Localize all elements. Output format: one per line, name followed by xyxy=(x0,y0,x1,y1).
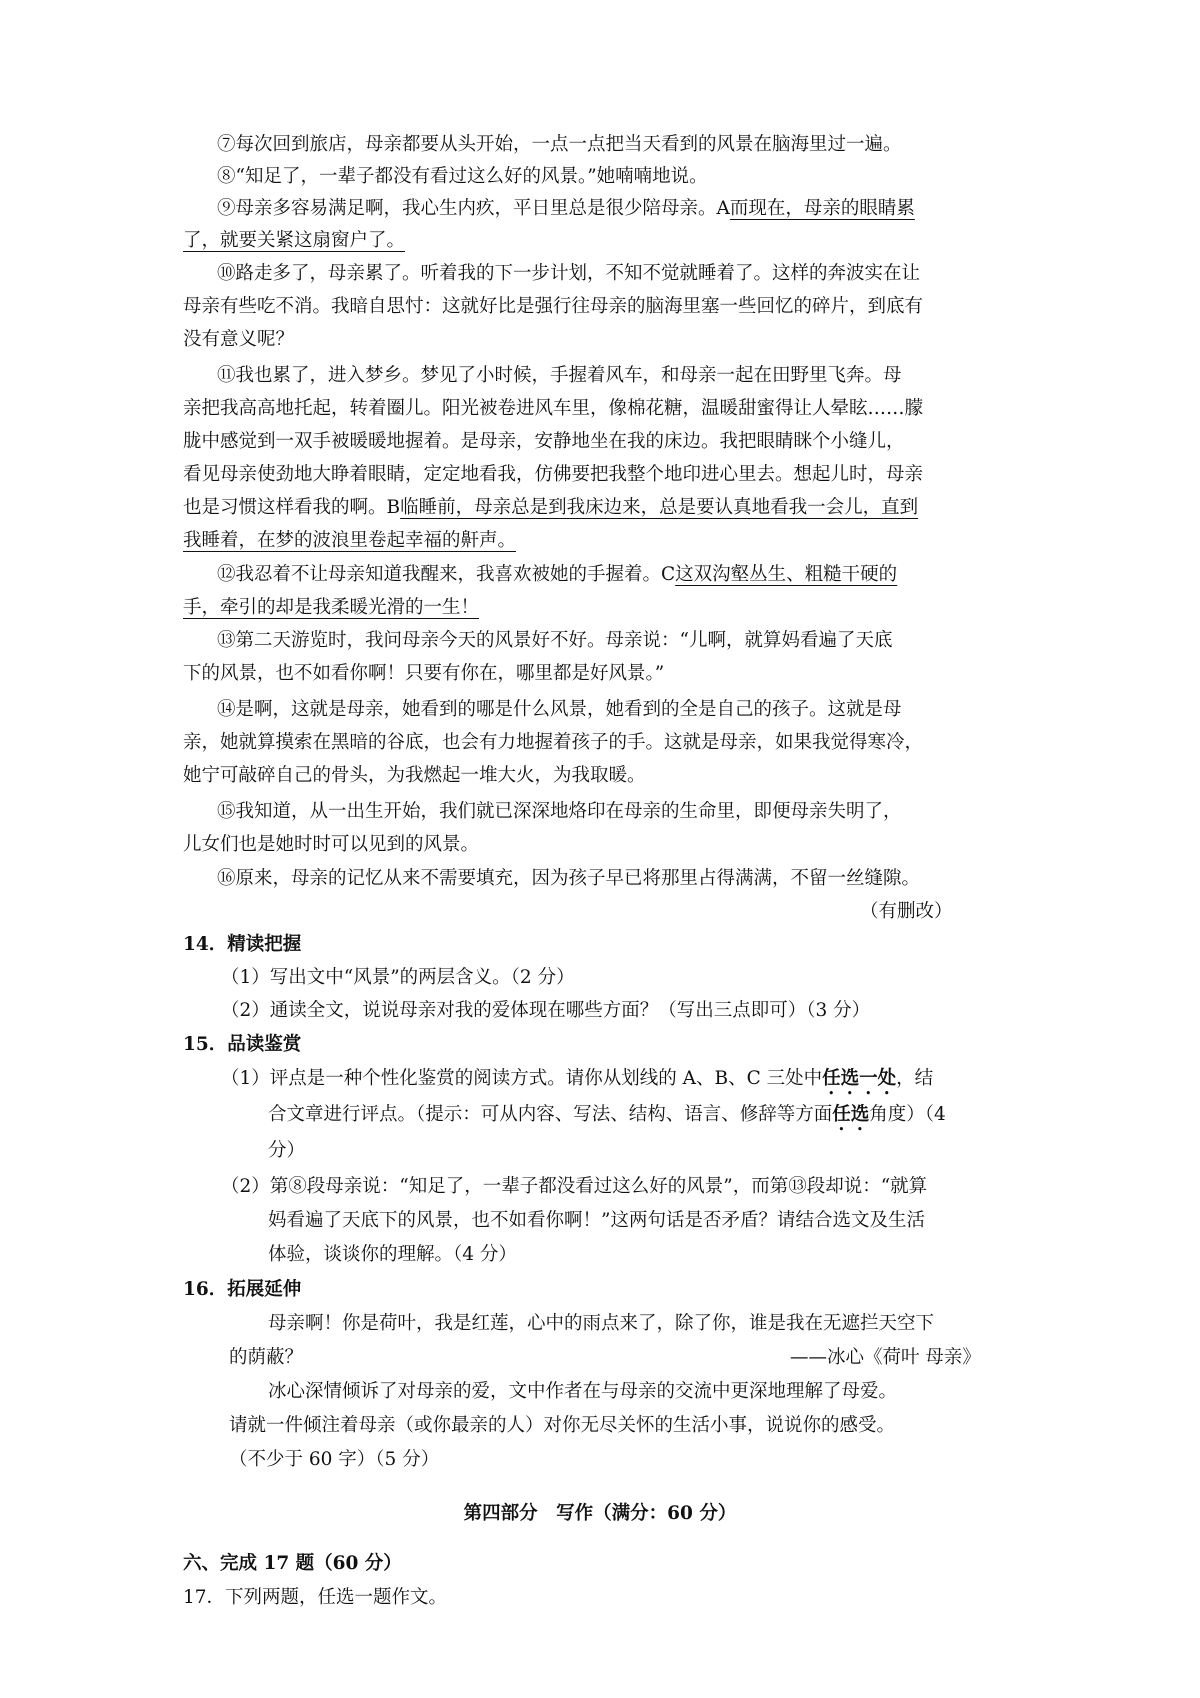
question-17: 17．下列两题，任选一题作文。 xyxy=(183,1587,448,1608)
question-16-text-3: （不少于 60 字）（5 分） xyxy=(229,1449,440,1470)
abridged-note: （有删改） xyxy=(860,901,953,922)
paragraph-11-line-2: 亲把我高高地托起，转着圈儿。阳光被卷进风车里，像棉花糖，温暖甜蜜得让人晕眩……朦 xyxy=(183,398,924,419)
question-15-1: （1）评点是一种个性化鉴赏的阅读方式。请你从划线的 A、B、C 三处中任选一处，结 xyxy=(221,1068,934,1089)
question-16-text-2: 请就一件倾注着母亲（或你最亲的人）对你无尽关怀的生活小事，说说你的感受。 xyxy=(229,1415,896,1436)
question-14-2: （2）通读全文，说说母亲对我的爱体现在哪些方面？（写出三点即可）（3 分） xyxy=(221,1000,871,1021)
paragraph-14-line-3: 她宁可敲碎自己的骨头，为我燃起一堆大火，为我取暖。 xyxy=(183,765,646,786)
paragraph-15-line-2: 儿女们也是她时时可以见到的风景。 xyxy=(183,834,480,855)
underline-b: 临睡前，母亲总是到我床边来，总是要认真地看我一会儿，直到 xyxy=(400,497,919,518)
paragraph-11-line-6 xyxy=(183,526,516,556)
question-14-title: 14．精读把握 xyxy=(183,934,302,955)
paragraph-9-cont xyxy=(183,226,405,256)
underline-b-cont: 我睡着，在梦的波浪里卷起幸福的鼾声。 xyxy=(183,530,517,551)
paragraph-11-line-3: 胧中感觉到一双手被暖暖地握着。是母亲，安静地坐在我的床边。我把眼睛眯个小缝儿， xyxy=(183,431,905,452)
paragraph-9: ⑨母亲多容易满足啊，我心生内疚，平日里总是很少陪母亲。A而现在，母亲的眼睛累 xyxy=(217,198,915,219)
question-14-1: （1）写出文中“风景”的两层含义。（2 分） xyxy=(221,967,575,988)
emphasis-choose: 任选 xyxy=(832,1104,870,1125)
paragraph-11-line-4: 看见母亲使劲地大睁着眼睛，定定地看我，仿佛要把我整个地印进心里去。想起儿时，母亲 xyxy=(183,464,924,485)
paragraph-16: ⑯原来，母亲的记忆从来不需要填充，因为孩子早已将那里占得满满，不留一丝缝隙。 xyxy=(217,868,921,889)
quote-line-2: 的荫蔽？ xyxy=(229,1347,304,1368)
paragraph-8: ⑧“知足了，一辈子都没有看过这么好的风景。”她喃喃地说。 xyxy=(217,166,708,187)
quote-line-1: 母亲啊！你是荷叶，我是红莲，心中的雨点来了，除了你，谁是我在无遮拦天空下 xyxy=(268,1313,935,1334)
paragraph-10: ⑩路走多了，母亲累了。听着我的下一步计划，不知不觉就睡着了。这样的奔波实在让 xyxy=(217,263,921,284)
question-15-title: 15．品读鉴赏 xyxy=(183,1034,302,1055)
underline-a: 而现在，母亲的眼睛累 xyxy=(729,198,915,219)
underline-a-cont: 了，就要关紧这扇窗户了。 xyxy=(183,230,406,251)
underline-c: 这双沟壑丛生、粗糙干硬的 xyxy=(675,564,898,585)
question-15-2-line-2: 妈看遍了天底下的风景，也不如看你啊！”这两句话是否矛盾？请结合选文及生活 xyxy=(268,1210,925,1231)
section-6-title: 六、完成 17 题（60 分） xyxy=(183,1553,402,1574)
paragraph-10-line-3: 没有意义呢？ xyxy=(183,329,295,350)
paragraph-10-line-2: 母亲有些吃不消。我暗自思忖：这就好比是强行往母亲的脑海里塞一些回忆的碎片，到底有 xyxy=(183,296,924,317)
paragraph-7: ⑦每次回到旅店，母亲都要从头开始，一点一点把当天看到的风景在脑海里过一遍。 xyxy=(217,134,902,155)
question-15-1-line-2: 合文章进行评点。（提示：可从内容、写法、结构、语言、修辞等方面任选角度）（4 xyxy=(268,1104,946,1125)
paragraph-11-line-5: 也是习惯这样看我的啊。B临睡前，母亲总是到我床边来，总是要认真地看我一会儿，直到 xyxy=(183,497,919,518)
question-16-text-1: 冰心深情倾诉了对母亲的爱，文中作者在与母亲的交流中更深地理解了母爱。 xyxy=(268,1381,898,1402)
paragraph-12-cont xyxy=(183,593,479,623)
paragraph-11: ⑪我也累了，进入梦乡。梦见了小时候，手握着风车，和母亲一起在田野里飞奔。母 xyxy=(217,365,902,386)
emphasis-choose-one: 任选一处 xyxy=(822,1068,897,1089)
paragraph-13-line-2: 下的风景，也不如看你啊！只要有你在，哪里都是好风景。” xyxy=(183,663,665,684)
question-15-1-line-3: 分） xyxy=(268,1140,306,1161)
paragraph-15: ⑮我知道，从一出生开始，我们就已深深地烙印在母亲的生命里，即便母亲失明了， xyxy=(217,801,902,822)
paragraph-14: ⑭是啊，这就是母亲，她看到的哪是什么风景，她看到的全是自己的孩子。这就是母 xyxy=(217,699,902,720)
paragraph-13: ⑬第二天游览时，我问母亲今天的风景好不好。母亲说：“儿啊，就算妈看遍了天底 xyxy=(217,630,893,651)
quote-source: ——冰心《荷叶 母亲》 xyxy=(790,1347,981,1368)
part-4-heading: 第四部分 写作（满分：60 分） xyxy=(463,1503,737,1524)
underline-c-cont: 手，牵引的却是我柔暖光滑的一生！ xyxy=(183,597,480,618)
question-16-title: 16．拓展延伸 xyxy=(183,1279,302,1300)
paragraph-14-line-2: 亲，她就算摸索在黑暗的谷底，也会有力地握着孩子的手。这就是母亲，如果我觉得寒冷， xyxy=(183,732,924,753)
question-15-2-line-3: 体验，谈谈你的理解。（4 分） xyxy=(268,1244,517,1265)
question-15-2: （2）第⑧段母亲说：“知足了，一辈子都没看过这么好的风景”，而第⑬段却说：“就算 xyxy=(221,1176,928,1197)
paragraph-12: ⑫我忍着不让母亲知道我醒来，我喜欢被她的手握着。C这双沟壑丛生、粗糙干硬的 xyxy=(217,564,898,585)
